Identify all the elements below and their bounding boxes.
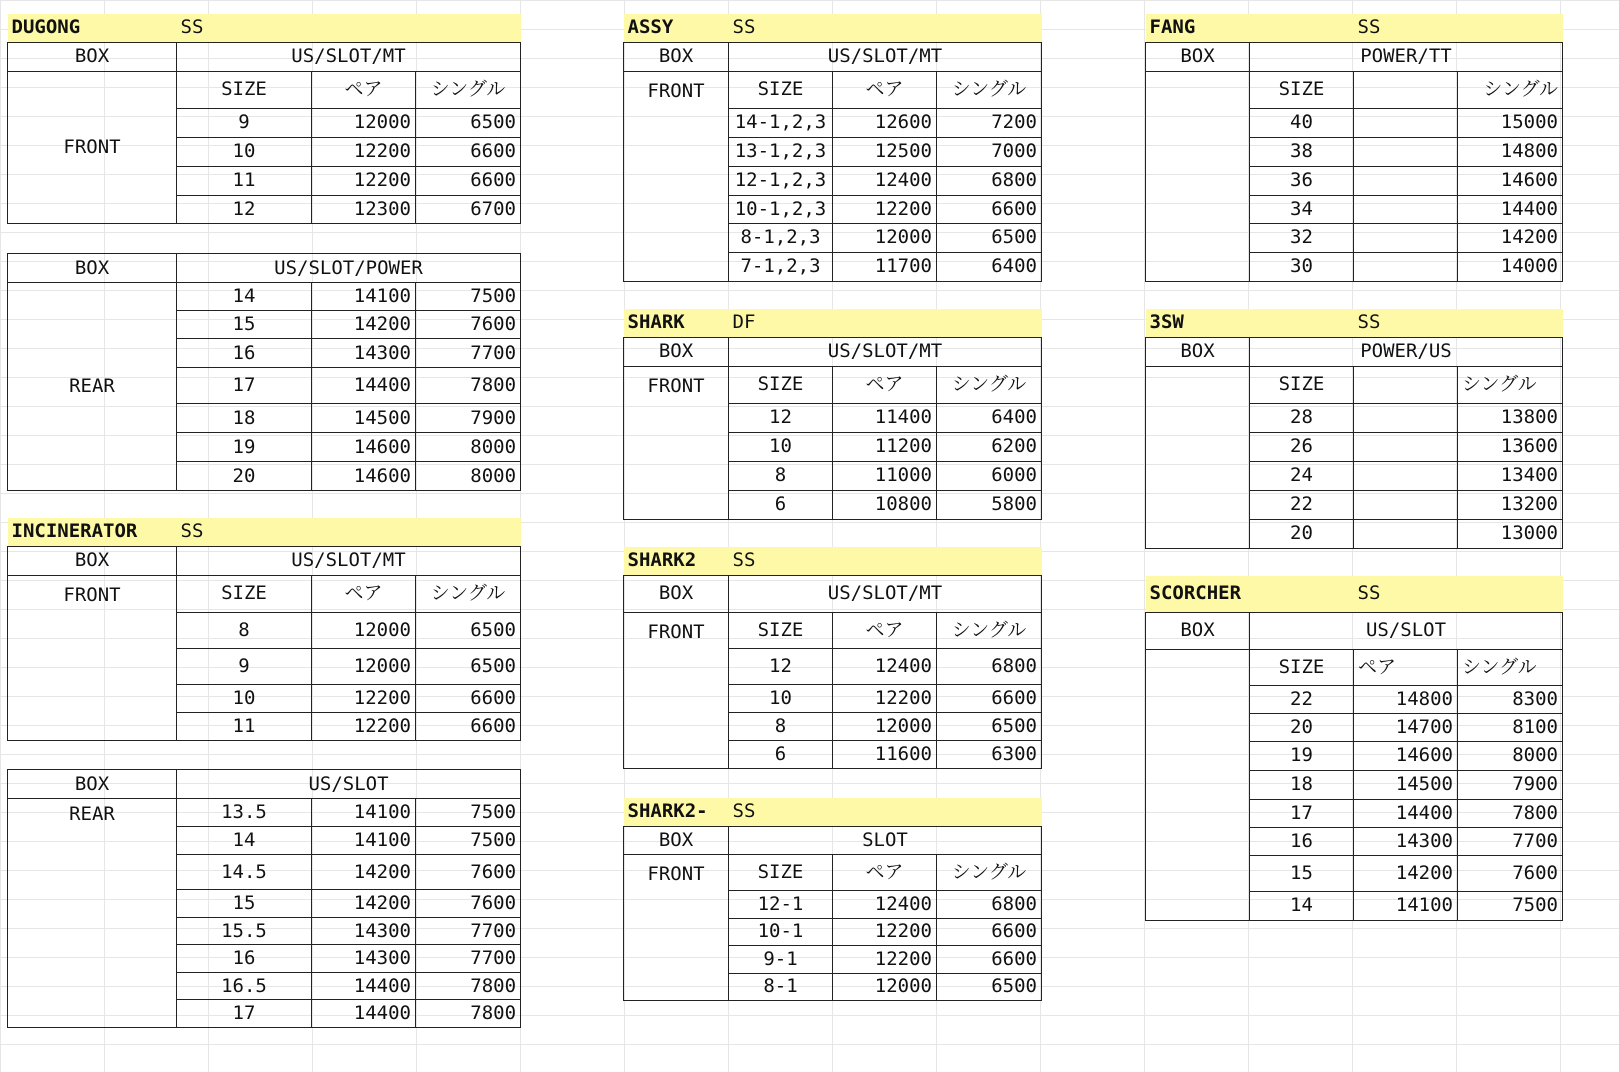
scorcher-grade: SS: [1354, 576, 1458, 612]
dugong-grade: SS: [177, 14, 312, 42]
table-row: 15 14200 7600: [1146, 855, 1563, 891]
shark2-front-label: FRONT: [624, 612, 729, 768]
table-row: 12 11400 6400: [624, 403, 1042, 432]
table-row: 10 11200 6200: [624, 432, 1042, 461]
table-row: 14 14100 7500: [8, 827, 521, 855]
shark2-title: SHARK2: [624, 547, 729, 575]
table-row: 6 10800 5800: [624, 490, 1042, 519]
size-header: SIZE: [729, 366, 833, 403]
incinerator-front-table: [8, 575, 521, 740]
fang-section: [1145, 14, 1563, 282]
assy-type: US/SLOT/MT: [729, 42, 1042, 71]
table-row: 20 13000: [1146, 519, 1563, 548]
table-row: 20 14600 8000: [8, 462, 521, 491]
sw3-section: [1145, 309, 1563, 549]
shark-section: [623, 309, 1042, 520]
single-header: シングル: [1458, 366, 1563, 403]
box-header: BOX: [624, 575, 729, 612]
assy-grade: SS: [729, 14, 833, 42]
assy-title: ASSY: [624, 14, 729, 42]
shark-type: US/SLOT/MT: [729, 337, 1042, 366]
fang-grade: SS: [1354, 14, 1458, 42]
incinerator-grade: SS: [177, 518, 312, 546]
table-row: 6 11600 6300: [624, 740, 1042, 768]
table-row: 14.5 14200 7600: [8, 855, 521, 890]
incinerator-front-type: US/SLOT/MT: [177, 546, 521, 575]
table-row: 8-1 12000 6500: [624, 973, 1042, 1000]
sw3-title: 3SW: [1146, 309, 1250, 337]
size-header: SIZE: [1250, 366, 1354, 403]
pair-header: ペア: [833, 366, 937, 403]
table-row: 12 12400 6800: [624, 648, 1042, 684]
size-header: SIZE: [729, 854, 833, 890]
box-header: BOX: [624, 337, 729, 366]
shark-title: SHARK: [624, 309, 729, 337]
table-row: REAR 14 14100 7500: [8, 283, 521, 311]
sw3-grade: SS: [1354, 309, 1458, 337]
scorcher-title: SCORCHER: [1146, 576, 1250, 612]
table-row: 11 12200 6600: [8, 166, 521, 195]
table-row: 18 14500 7900: [1146, 770, 1563, 799]
table-row: 24 13400: [1146, 461, 1563, 490]
assy-front-label: FRONT: [624, 71, 729, 281]
table-row: 15.5 14300 7700: [8, 918, 521, 945]
fang-type: POWER/TT: [1250, 42, 1563, 71]
table-row: 7-1,2,3 11700 6400: [624, 252, 1042, 281]
incinerator-title: INCINERATOR: [8, 518, 177, 546]
dugong-front-table: [8, 71, 521, 223]
table-row: 8 11000 6000: [624, 461, 1042, 490]
dugong-section: [7, 14, 521, 224]
table-row: 22 14800 8300: [1146, 685, 1563, 713]
single-header: シングル: [937, 71, 1042, 108]
shark-table: [624, 366, 1042, 519]
size-header: SIZE: [177, 71, 312, 108]
pair-header: ペア: [1354, 649, 1458, 685]
sw3-type: POWER/US: [1250, 337, 1563, 366]
box-header: BOX: [1146, 337, 1250, 366]
table-row: 10 12200 6600: [624, 684, 1042, 712]
table-row: 12-1 12400 6800: [624, 890, 1042, 918]
table-row: 8 12000 6500: [8, 612, 521, 648]
dugong-rear-label: REAR: [8, 283, 177, 491]
table-row: 15 14200 7600: [8, 890, 521, 918]
table-row: 8-1,2,3 12000 6500: [624, 223, 1042, 252]
table-row: 28 13800: [1146, 403, 1563, 432]
shark-grade: DF: [729, 309, 833, 337]
table-row: 16.5 14400 7800: [8, 973, 521, 1000]
table-row: 19 14600 8000: [8, 433, 521, 462]
box-header: BOX: [8, 546, 177, 575]
scorcher-table: [1146, 649, 1563, 920]
shark2-section: [623, 547, 1042, 769]
table-row: 9 12000 6500: [8, 108, 521, 137]
table-row: 30 14000: [1146, 252, 1563, 281]
incinerator-rear-label: REAR: [8, 799, 177, 1028]
dugong-title: DUGONG: [8, 14, 177, 42]
size-header: SIZE: [1250, 71, 1354, 108]
table-row: 12 12300 6700: [8, 195, 521, 223]
shark-front-label: FRONT: [624, 366, 729, 519]
table-row: 34 14400: [1146, 195, 1563, 223]
size-header: SIZE: [1250, 649, 1354, 685]
shark2-type: US/SLOT/MT: [729, 575, 1042, 612]
table-row: 13-1,2,3 12500 7000: [624, 137, 1042, 166]
shark2-grade: SS: [729, 547, 833, 575]
table-row: 17 14400 7800: [1146, 799, 1563, 827]
table-row: 26 13600: [1146, 432, 1563, 461]
single-header: シングル: [937, 366, 1042, 403]
table-row: 10 12200 6600: [8, 684, 521, 712]
table-row: 22 13200: [1146, 490, 1563, 519]
pair-header: ペア: [833, 612, 937, 648]
pair-header: ペア: [833, 854, 937, 890]
single-header: シングル: [416, 71, 521, 108]
assy-table: [624, 71, 1042, 281]
single-header: シングル: [1458, 649, 1563, 685]
table-row: 12-1,2,3 12400 6800: [624, 166, 1042, 195]
table-row: 11 12200 6600: [8, 712, 521, 740]
fang-title: FANG: [1146, 14, 1250, 42]
table-row: 16 14300 7700: [8, 945, 521, 973]
box-header: BOX: [1146, 42, 1250, 71]
box-header: BOX: [8, 254, 177, 283]
dugong-rear-section: [7, 253, 521, 491]
shark2-table: [624, 612, 1042, 768]
shark2b-section: [623, 798, 1042, 1001]
pair-header: ペア: [312, 575, 416, 612]
table-row: 19 14600 8000: [1146, 741, 1563, 770]
size-header: SIZE: [729, 71, 833, 108]
table-row: 38 14800: [1146, 137, 1563, 166]
table-row: 10-1,2,3 12200 6600: [624, 195, 1042, 223]
table-row: 14-1,2,3 12600 7200: [624, 108, 1042, 137]
fang-table: [1146, 71, 1563, 281]
table-row: 32 14200: [1146, 223, 1563, 252]
table-row: 9 12000 6500: [8, 648, 521, 684]
pair-header: ペア: [312, 71, 416, 108]
single-header: シングル: [416, 575, 521, 612]
incinerator-rear-type: US/SLOT: [177, 770, 521, 799]
single-header: シングル: [937, 612, 1042, 648]
incinerator-rear-section: [7, 769, 521, 1028]
dugong-front-label: FRONT: [8, 71, 177, 223]
assy-section: [623, 14, 1042, 282]
shark2b-grade: SS: [729, 798, 833, 826]
shark2b-front-label: FRONT: [624, 854, 729, 1000]
table-row: 15 14200 7600: [8, 311, 521, 339]
shark2b-type: SLOT: [729, 826, 1042, 854]
pair-header: ペア: [833, 71, 937, 108]
single-header: シングル: [937, 854, 1042, 890]
table-row: 36 14600: [1146, 166, 1563, 195]
scorcher-type: US/SLOT: [1250, 612, 1563, 649]
box-header: BOX: [624, 42, 729, 71]
box-header: BOX: [8, 770, 177, 799]
table-row: 16 14300 7700: [1146, 827, 1563, 855]
box-header: BOX: [1146, 612, 1250, 649]
table-row: 18 14500 7900: [8, 404, 521, 433]
dugong-rear-type: US/SLOT/POWER: [177, 254, 521, 283]
incinerator-rear-table: [8, 799, 521, 1028]
table-row: 14 14100 7500: [1146, 891, 1563, 920]
shark2b-title: SHARK2-: [624, 798, 729, 826]
table-row: 16 14300 7700: [8, 339, 521, 368]
single-header: シングル: [1458, 71, 1563, 108]
table-row: 10 12200 6600: [8, 137, 521, 166]
dugong-rear-table: [8, 283, 521, 491]
shark2b-table: [624, 854, 1042, 1000]
incinerator-section: [7, 518, 521, 741]
table-row: 17 14400 7800: [8, 368, 521, 404]
sw3-table: [1146, 366, 1563, 548]
box-header: BOX: [8, 42, 177, 71]
box-header: BOX: [624, 826, 729, 854]
table-row: 20 14700 8100: [1146, 713, 1563, 741]
scorcher-section: [1145, 576, 1563, 921]
incinerator-front-label: FRONT: [8, 575, 177, 740]
table-row: 9-1 12200 6600: [624, 945, 1042, 973]
table-row: REAR 13.5 14100 7500: [8, 799, 521, 827]
table-row: 17 14400 7800: [8, 1000, 521, 1028]
size-header: SIZE: [729, 612, 833, 648]
table-row: 40 15000: [1146, 108, 1563, 137]
table-row: 8 12000 6500: [624, 712, 1042, 740]
size-header: SIZE: [177, 575, 312, 612]
table-row: 10-1 12200 6600: [624, 918, 1042, 945]
dugong-front-type: US/SLOT/MT: [177, 42, 521, 71]
